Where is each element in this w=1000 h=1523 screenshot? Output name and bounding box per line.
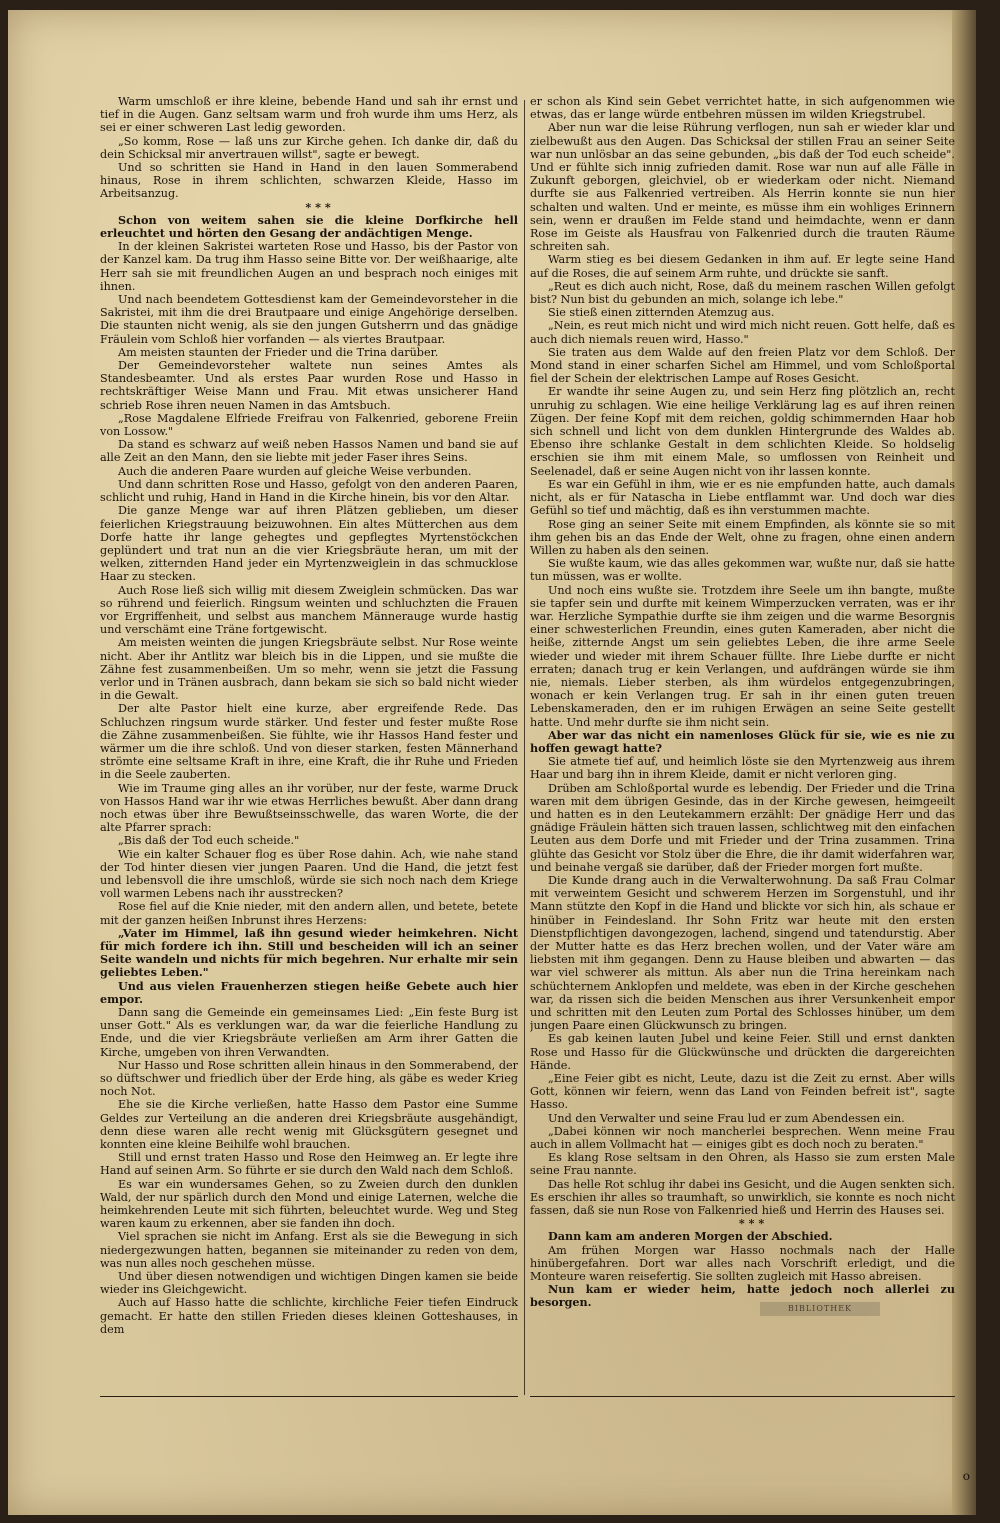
paragraph: Dann kam am anderen Morgen der Abschied.: [548, 1229, 833, 1244]
paragraph: Nur Hasso und Rose schritten allein hinaus in den Sommerabend, der so düftschwer und friedlich über der Erde hing, als gäbe es weder Krieg noch Not.: [100, 1058, 518, 1099]
paragraph: Und nach beendetem Gottesdienst kam der Gemeindevorsteher in die Sakristei, mit ihm die drei Brautpaare und einige Angehörige derselben. Die staunten nicht wenig, als sie den jungen Gutsherrn und das gnädige Fräulein vom Schloß hier vorfanden — als viertes Brautpaar.: [100, 293, 518, 346]
paragraph: Es war ein Gefühl in ihm, wie er es nie empfunden hatte, auch damals nicht, als er für Natascha in Liebe entflammt war. Und doch war dies Gefühl so tief und mächtig, daß es ihn verstummen machte.: [530, 477, 955, 518]
binding-edge: [952, 10, 976, 1515]
bottom-rule-left: [100, 1396, 518, 1397]
paragraph: Warm stieg es bei diesem Gedanken in ihm auf. Er legte seine Hand auf die Roses, die auf seinem Arm ruhte, und drückte sie sanft.: [530, 253, 955, 280]
paragraph: Am meisten weinten die jungen Kriegsbräute selbst. Nur Rose weinte nicht. Aber ihr Antlitz war bleich bis in die Lippen, und sie mußte die Zähne fest zusammenbeißen. Um so mehr, wenn sie jetzt die Fassung verlor und in Tränen ausbrach, dann bekam sie sich so bald nicht wieder in die Gewalt.: [100, 636, 518, 703]
paragraph: Und noch eins wußte sie. Trotzdem ihre Seele um ihn bangte, mußte sie tapfer sein und durfte mit keinem Wimperzucken verraten, was er ihr war. Herzliche Sympathie durfte sie ihm zeigen und die warme Besorgnis einer schwesterlichen Freundin, eines guten Kameraden, aber nicht die heiße, zitternde Angst um sein geliebtes Leben, die ihre arme Seele wieder und wieder mit ihrem Schauer füllte. Ihre Liebe durfte er nicht erraten; danach trug er kein Verlangen, und aufdrängen würde sie ihm nie, niemals. Lieber sterben, als ihm würdelos entgegenzubringen, wonach er kein Verlangen trug. Er sah in ihr einen guten treuen Lebenskameraden, den er im ruhigen Erwägen an seine Seite gestellt hatte. Und mehr durfte sie ihm nicht sein.: [530, 583, 955, 729]
paragraph: Warm umschloß er ihre kleine, bebende Hand und sah ihr ernst und tief in die Augen. Ganz seltsam warm und froh wurde ihm ums Herz, als sei er einer schweren Last ledig geworden.: [100, 95, 518, 135]
paragraph: Und den Verwalter und seine Frau lud er zum Abendessen ein.: [548, 1111, 905, 1125]
paragraph: In der kleinen Sakristei warteten Rose und Hasso, bis der Pastor von der Kanzel kam. Da trug ihm Hasso seine Bitte vor. Der weißhaarige, alte Herr sah sie mit freundlichen Augen an und besprach noch einiges mit ihnen.: [100, 240, 518, 293]
paragraph: Auch die anderen Paare wurden auf gleiche Weise verbunden.: [118, 464, 472, 478]
paragraph: „Rose Magdalene Elfriede Freifrau von Falkenried, geborene Freiin von Lossow.": [100, 411, 518, 439]
paragraph: Und so schritten sie Hand in Hand in den lauen Sommerabend hinaus, Rose in ihrem schlichten, schwarzen Kleide, Hasso im Arbeitsanzug.: [100, 161, 518, 201]
paragraph: Still und ernst traten Hasso und Rose den Heimweg an. Er legte ihre Hand auf seinen Arm. So führte er sie durch den Wald nach dem Schloß.: [100, 1151, 518, 1178]
paragraph: Es klang Rose seltsam in den Ohren, als Hasso sie zum ersten Male seine Frau nannte.: [530, 1151, 955, 1178]
paragraph: Auch Rose ließ sich willig mit diesem Zweiglein schmücken. Das war so rührend und feierlich. Ringsum weinten und schluchzten die Frauen vor Ergriffenheit, und selbst aus manchem Männerauge wurde hastig und verschämt eine Träne fortgewischt.: [100, 583, 518, 637]
paragraph: Wie im Traume ging alles an ihr vorüber, nur der feste, warme Druck von Hassos Hand war ihr wie etwas Herrliches bewußt. Aber dann drang noch etwas über ihre Bewußtseinsschwelle, das waren Worte, die der alte Pfarrer sprach:: [100, 781, 518, 835]
paragraph: „Vater im Himmel, laß ihn gesund wieder heimkehren. Nicht für mich fordere ich ihn. Still und bescheiden will ich an seiner Seite wandeln und nichts für mich begehren. Nur erhalte mir sein geliebtes Leben.": [100, 925, 518, 980]
paragraph: Da stand es schwarz auf weiß neben Hassos Namen und band sie auf alle Zeit an den Mann, den sie liebte mit jeder Faser ihres Seins.: [100, 438, 518, 465]
library-stamp: BIBLIOTHEK: [760, 1302, 880, 1316]
paragraph: Aber war das nicht ein namenloses Glück für sie, wie es nie zu hoffen gewagt hatte?: [530, 727, 955, 755]
paragraph: Dann sang die Gemeinde ein gemeinsames Lied: „Ein feste Burg ist unser Gott." Als es verklungen war, da war die feierliche Handlung zu Ende, und die vier Kriegsbräute verließen am Arm ihrer Gatten die Kirche, umgeben von ihren Verwandten.: [100, 1006, 518, 1059]
paragraph: Sie atmete tief auf, und heimlich löste sie den Myrtenzweig aus ihrem Haar und barg ihn in ihrem Kleide, damit er nicht verloren ging.: [530, 755, 955, 782]
paragraph: „So komm, Rose — laß uns zur Kirche gehen. Ich danke dir, daß du dein Schicksal mir anvertrauen willst", sagte er bewegt.: [100, 134, 518, 161]
text-column-left: [100, 95, 518, 1397]
paragraph: Rose ging an seiner Seite mit einem Empfinden, als könnte sie so mit ihm gehen bis an das Ende der Welt, ohne zu fragen, ohne einen andern Willen zu haben als den seinen.: [530, 517, 955, 557]
paragraph: Sie wußte kaum, wie das alles gekommen war, wußte nur, daß sie hatte tun müssen, was er wollte.: [530, 557, 955, 584]
column-divider: [524, 100, 525, 1395]
paragraph: Die Kunde drang auch in die Verwalterwohnung. Da saß Frau Colmar mit verweintem Gesicht und schwerem Herzen im Sorgenstuhl, und ihr Mann stützte den Kopf in die Hand und blickte vor sich hin, als schaue er hinüber in Feindesland. Ihr Sohn Fritz war heute mit den ersten Dienstpflichtigen davongezogen, lachend, singend und tatendurstig. Aber der Mutter hatte es das Herz brechen wollen, und der Vater wäre am liebsten mit ihm gegangen. Denn zu Hause bleiben und abwarten — das war viel schwerer als mittun. Als aber nun die Trina hereinkam nach schüchternem Anklopfen und meldete, was eben in der Kirche geschehen war, da rissen sich die beiden Menschen aus ihrer Versunkenheit empor und schritten mit den Leuten zum Portal des Schlosses hinüber, um dem jungen Paare einen Glückwunsch zu bringen.: [530, 873, 955, 1033]
page-marker: o: [962, 1469, 970, 1483]
paragraph: „Dabei können wir noch mancherlei besprechen. Wenn meine Frau auch in allem Vollmacht hat — einiges gibt es doch noch zu beraten.": [530, 1124, 955, 1152]
paragraph: „Nein, es reut mich nicht und wird mich nicht reuen. Gott helfe, daß es auch dich niemals reuen wird, Hasso.": [530, 319, 955, 346]
paragraph: Auch auf Hasso hatte die schlichte, kirchliche Feier tiefen Eindruck gemacht. Er hatte den stillen Frieden dieses kleinen Gotteshauses, in dem: [100, 1296, 518, 1336]
paragraph: Die ganze Menge war auf ihren Plätzen geblieben, um dieser feierlichen Kriegstrauung beizuwohnen. Ein altes Mütterchen aus dem Dorfe hatte ihr lange gehegtes und gepflegtes Myrtenstöckchen geplündert und trat nun an die vier Kriegsbräute heran, um mit der welken, zitternden Hand jeder ein Myrtenzweiglein in das schmucklose Haar zu stecken.: [100, 504, 518, 584]
paragraph: Es war ein wundersames Gehen, so zu Zweien durch den dunklen Wald, der nur spärlich durch den Mond und einige Laternen, welche die heimkehrenden Leute mit sich führten, beleuchtet wurde. Weg und Steg waren kaum zu erkennen, aber sie fanden ihn doch.: [100, 1177, 518, 1231]
paragraph: Schon von weitem sahen sie die kleine Dorfkirche hell erleuchtet und hörten den Gesang der andächtigen Menge.: [100, 212, 518, 241]
paragraph: Viel sprachen sie nicht im Anfang. Erst als sie die Bewegung in sich niedergezwungen hatten, begannen sie miteinander zu reden von dem, was nun alles noch geschehen müsse.: [100, 1230, 518, 1270]
paragraph: Sie stieß einen zitternden Atemzug aus.: [548, 306, 775, 320]
paragraph: Ehe sie die Kirche verließen, hatte Hasso dem Pastor eine Summe Geldes zur Verteilung an die anderen drei Kriegsbräute ausgehändigt, denn diese waren alle recht wenig mit Glücksgütern gesegnet und konnten eine kleine Beihilfe wohl brauchen.: [100, 1098, 518, 1152]
paragraph: „Bis daß der Tod euch scheide.": [118, 834, 300, 848]
paragraph: Nun kam er wieder heim, hatte jedoch noch allerlei zu besorgen.: [530, 1282, 955, 1310]
paragraph: Am frühen Morgen war Hasso nochmals nach der Halle hinübergefahren. Dort war alles nach Vorschrift erledigt, und die Monteure waren reisefertig. Sie sollten zugleich mit Hasso abreisen.: [530, 1243, 955, 1284]
paragraph: „Eine Feier gibt es nicht, Leute, dazu ist die Zeit zu ernst. Aber wills Gott, können wir feiern, wenn das Land von Feinden befreit ist", sagte Hasso.: [530, 1072, 955, 1112]
paragraph: Und aus vielen Frauenherzen stiegen heiße Gebete auch hier empor.: [100, 978, 518, 1006]
paragraph: Und über diesen notwendigen und wichtigen Dingen kamen sie beide wieder ins Gleichgewicht.: [100, 1270, 518, 1297]
paragraph: Wie ein kalter Schauer flog es über Rose dahin. Ach, wie nahe stand der Tod hinter diesen vier jungen Paaren. Und die Hand, die jetzt fest und lebensvoll die ihre umschloß, würde sie sich noch nach dem Kriege voll warmen Lebens nach ihr ausstrecken?: [100, 847, 518, 901]
paragraph: Der Gemeindevorsteher waltete nun seines Amtes als Standesbeamter. Und als erstes Paar wurden Rose und Hasso in rechtskräftiger Weise Mann und Frau. Mit etwas unsicherer Hand schrieb Rose ihren neuen Namen in das Amtsbuch.: [100, 359, 518, 412]
text-column-right: [530, 95, 955, 1397]
section-separator: * * *: [305, 199, 331, 214]
paragraph: Er wandte ihr seine Augen zu, und sein Herz fing plötzlich an, recht unruhig zu schlagen. Wie eine heilige Verklärung lag es auf ihren reinen Zügen. Der feine Kopf mit dem reichen, goldig schimmernden Haar hob sich schnell und licht von dem dunklen Hintergrunde des Waldes ab. Ebenso ihre schlanke Gestalt in dem schlichten Kleide. So holdselig erschien sie ihm mit einem Male, so umflossen von Reinheit und Seelenadel, daß er seine Augen nicht von ihr lassen konnte.: [530, 385, 955, 478]
paragraph: Der alte Pastor hielt eine kurze, aber ergreifende Rede. Das Schluchzen ringsum wurde stärker. Und fester und fester mußte Rose die Zähne zusammenbeißen. Sie fühlte, wie ihr Hassos Hand fester und wärmer um die ihre schloß. Und von dieser starken, festen Männerhand strömte eine seltsame Kraft in ihre, eine Kraft, die ihr Ruhe und Frieden in die Seele zauberten.: [100, 702, 518, 782]
paragraph: Und dann schritten Rose und Hasso, gefolgt von den anderen Paaren, schlicht und ruhig, Hand in Hand in die Kirche hinein, bis vor den Altar.: [100, 477, 518, 505]
paragraph: er schon als Kind sein Gebet verrichtet hatte, in sich aufgenommen wie etwas, das er lange würde entbehren müssen im wilden Kriegstrubel.: [530, 95, 955, 122]
paragraph: Aber nun war die leise Rührung verflogen, nun sah er wieder klar und zielbewußt aus den Augen. Das Schicksal der stillen Frau an seiner Seite war nun unlösbar an das seine gebunden, „bis daß der Tod euch scheide". Und er fühlte sich innig zufrieden damit. Rose war nun auf alle Fälle in Zukunft geborgen, gleichviel, ob er wiederkam oder nicht. Niemand durfte sie aus Falkenried vertreiben. Als Herrin konnte sie nun hier schalten und walten. Und er meinte, es müsse ihm ein wohliges Erinnern sein, wenn er draußen im Felde stand und heimdachte, wenn er dann Rose im Geiste als Hausfrau von Falkenried durch die trauten Räume schreiten sah.: [530, 121, 955, 254]
paragraph: Am meisten staunten der Frieder und die Trina darüber.: [118, 345, 439, 359]
paragraph: Rose fiel auf die Knie nieder, mit den andern allen, und betete, betete mit der ganzen heißen Inbrunst ihres Herzens:: [100, 900, 518, 927]
paragraph: Es gab keinen lauten Jubel und keine Feier. Still und ernst dankten Rose und Hasso für die Glückwünsche und drückten die dargereichten Hände.: [530, 1032, 955, 1072]
bottom-rule-right: [530, 1396, 955, 1397]
section-separator: * * *: [738, 1216, 765, 1231]
paragraph: „Reut es dich auch nicht, Rose, daß du meinem raschen Willen gefolgt bist? Nun bist du gebunden an mich, solange ich lebe.": [530, 279, 955, 307]
paragraph: Drüben am Schloßportal wurde es lebendig. Der Frieder und die Trina waren mit dem übrigen Gesinde, das in der Kirche gewesen, heimgeeilt und hatten es in den Leutekammern erzählt: Der gnädige Herr und das gnädige Fräulein hätten sich trauen lassen, schlichtweg mit den einfachen Leuten aus dem Dorfe und mit Frieder und der Trina zusammen. Trina glühte das Gesicht vor Stolz über die Ehre, die ihr damit widerfahren war, und beinahe vergaß sie darüber, daß der Frieder morgen fort mußte.: [530, 781, 955, 874]
paragraph: Sie traten aus dem Walde auf den freien Platz vor dem Schloß. Der Mond stand in einer scharfen Sichel am Himmel, und vom Schloßportal fiel der Schein der elektrischen Lampe auf Roses Gesicht.: [530, 345, 955, 386]
paragraph: Das helle Rot schlug ihr dabei ins Gesicht, und die Augen senkten sich. Es erschien ihr alles so traumhaft, so unwirklich, sie konnte es noch nicht fassen, daß sie nun Rose von Falkenried hieß und Herrin des Hauses sei.: [530, 1177, 955, 1218]
